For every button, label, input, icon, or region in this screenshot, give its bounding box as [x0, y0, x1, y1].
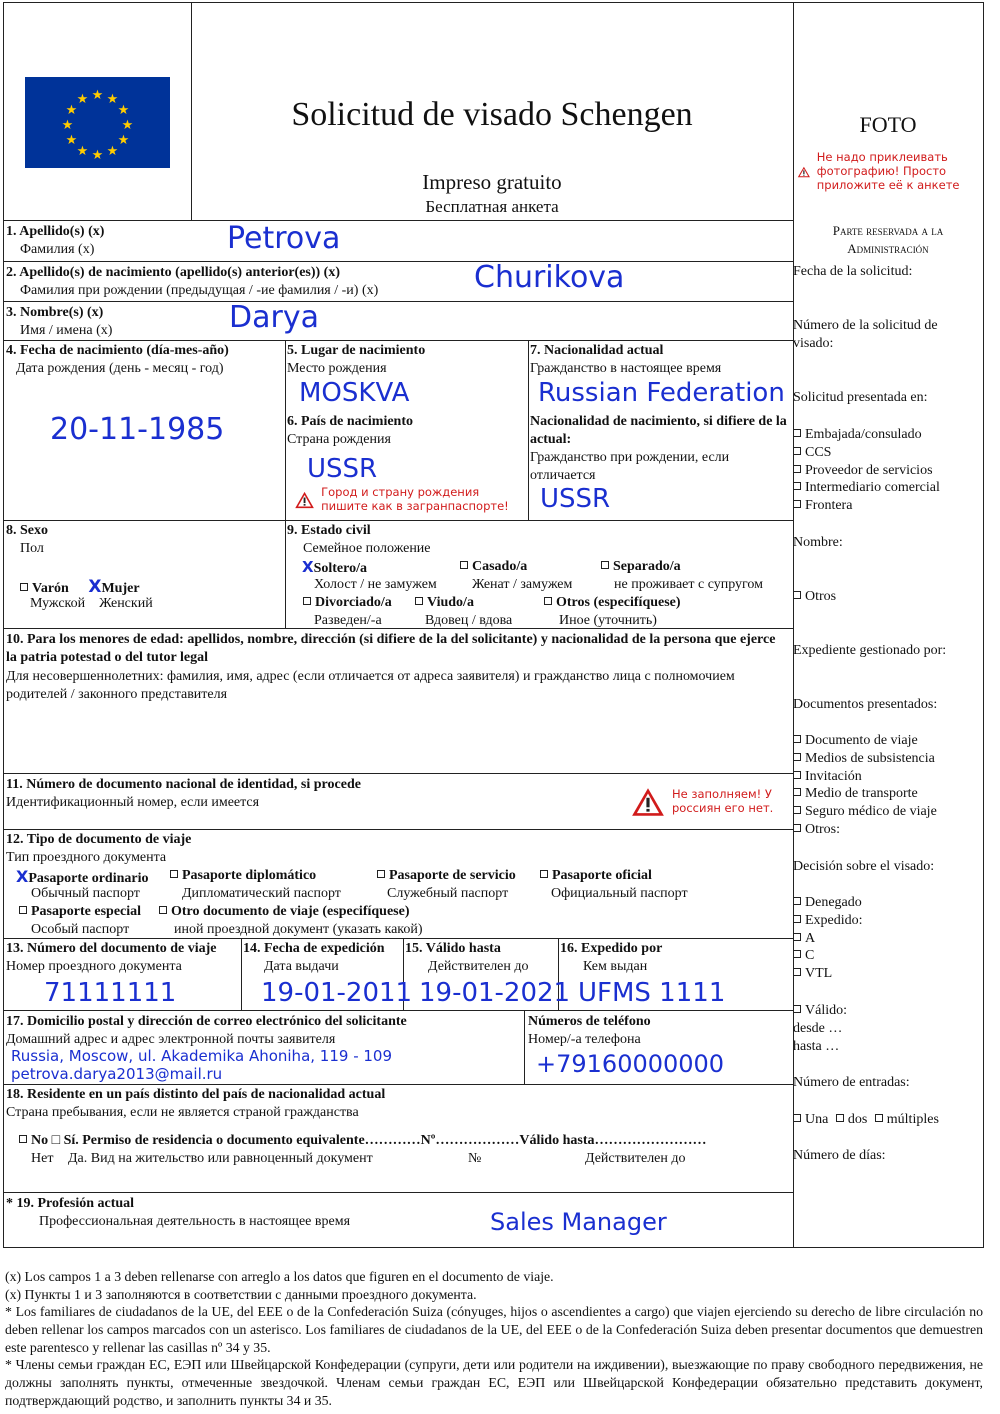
row-line [3, 220, 794, 221]
left-border [3, 2, 4, 1248]
admin-valido: Válido: desde … hasta … [793, 1003, 847, 1054]
checkbox[interactable] [793, 735, 801, 743]
checkbox[interactable] [793, 1005, 801, 1013]
admin-numero: Número de la solicitud de visado: [793, 318, 938, 351]
email-value[interactable]: petrova.darya2013@mail.ru [11, 1065, 223, 1083]
svg-text:★: ★ [65, 103, 78, 118]
col-line [524, 1010, 525, 1084]
footer-line-1: (x) Los campos 1 a 3 deben rellenarse con arreglo a los datos que figuren en el documento de viaje. [5, 1269, 554, 1284]
passport-special-ru: Особый паспорт [31, 922, 130, 937]
field-15-sub: Действителен до [428, 959, 529, 974]
field-19-sub: Профессиональная деятельность в настоящее время [39, 1214, 351, 1229]
field-7b-sub: Гражданство при рождении, если отличается [530, 450, 730, 483]
footer-line-4: * Члены семьи граждан ЕС, ЕЭП или Швейцарской Конфедерации (супруги, дети или родители на иждивении), выезжающие по праву свободного передвижения, не должны заполнять пункты, отмеченные звездочкой. Членам семьи граждан ЕС, ЕЭП или Швейцарской Конфедерации обязательно представить документ, подтверждающий родство, и заполнить пункты 34 и 35. [5, 1357, 983, 1408]
checkbox[interactable] [793, 753, 801, 761]
admin-decision: Decisión sobre el visado: [793, 859, 935, 874]
civil-single-checked-mark[interactable]: X [302, 558, 314, 576]
checkbox[interactable] [415, 597, 423, 605]
field-13-label: 13. Número del documento de viaje [6, 941, 217, 956]
field-2-label: 2. Apellido(s) de nacimiento (apellido(s) anterior(es)) (x) [6, 265, 341, 280]
field-1-label: 1. Apellido(s) (x) [6, 224, 105, 239]
surname-value[interactable]: Petrova [227, 221, 341, 256]
field-6-label: 6. País de nacimiento [287, 414, 413, 429]
checkbox[interactable] [793, 933, 801, 941]
phone-value[interactable]: +79160000000 [536, 1050, 725, 1078]
passport-other-ru: иной проездной документ (указать какой) [174, 922, 423, 937]
field-10-label: 10. Para los menores de edad: apellidos, nombre, dirección (si difiere de la del solicitante) y nacionalidad de la persona que ejerce la patria potestad o del tutor legal [6, 632, 776, 665]
field-5-label: 5. Lugar de nacimiento [287, 343, 426, 358]
checkbox[interactable] [793, 824, 801, 832]
field-6-sub: Страна рождения [287, 432, 391, 447]
passport-diplomatic-ru: Дипломатический паспорт [182, 886, 341, 901]
valid-until-value[interactable]: 19-01-2021 [419, 978, 571, 1008]
checkbox[interactable] [793, 465, 801, 473]
svg-text:★: ★ [76, 92, 89, 107]
row-line [3, 340, 794, 341]
row-line [3, 520, 794, 521]
svg-text:★: ★ [106, 92, 119, 107]
passport-other: Otro documento de viaje (especifíquese) [159, 903, 409, 921]
svg-text:★: ★ [121, 118, 134, 133]
row-line [3, 829, 794, 830]
checkbox[interactable] [793, 500, 801, 508]
row-line [3, 628, 794, 629]
svg-text:★: ★ [91, 148, 104, 163]
passport-service-ru: Служебный паспорт [387, 886, 509, 901]
field-7b-label: Nacionalidad de nacimiento, si difiere de la actual: [530, 414, 787, 447]
checkbox[interactable] [793, 1114, 801, 1122]
warning-icon [294, 484, 315, 516]
admin-entradas-options: Una dos múltiples [793, 1111, 983, 1129]
checkbox[interactable] [875, 1114, 883, 1122]
civil-married-ru: Женат / замужем [472, 577, 573, 592]
passport-ordinary-ru: Обычный паспорт [31, 886, 140, 901]
passport-ordinary: XPasaporte ordinario [16, 867, 149, 886]
birth-surname-value[interactable]: Churikova [474, 260, 625, 295]
passport-ordinary-checked-mark[interactable]: X [16, 867, 29, 886]
subtitle-ru: Бесплатная анкета [425, 197, 559, 216]
phone-label: Números de teléfono [528, 1014, 651, 1029]
field-17-label: 17. Domicilio postal y dirección de correo electrónico del solicitante [6, 1014, 407, 1029]
col-line [285, 340, 286, 628]
row-line [3, 301, 794, 302]
field-8-label: 8. Sexo [6, 523, 48, 538]
field-14-sub: Дата выдачи [264, 959, 339, 974]
checkbox[interactable] [544, 597, 552, 605]
admin-entradas: Número de entradas: [793, 1075, 910, 1090]
field-17-sub: Домашний адрес и адрес электронной почты заявителя [6, 1032, 336, 1047]
passport-official: Pasaporte oficial [540, 867, 652, 885]
admin-expediente: Expediente gestionado por: [793, 643, 947, 658]
sex-options: Varón XMujer [20, 577, 140, 599]
foto-warning: Не надо приклеивать фотографию! Просто приложите её к анкете [797, 151, 983, 192]
civil-other: Otros (especifíquese) [544, 594, 681, 612]
admin-otros: Otros [793, 588, 983, 606]
field-5-sub: Место рождения [287, 361, 387, 376]
nationality-value[interactable]: Russian Federation [538, 378, 785, 408]
eu-flag-icon [25, 77, 170, 168]
first-name-value[interactable]: Darya [229, 300, 319, 335]
field-13-sub: Номер проездного документа [6, 959, 182, 974]
residence-valid-ru: Действителен до [585, 1151, 686, 1166]
checkbox[interactable] [793, 915, 801, 923]
field-18-sub: Страна пребывания, если не является страной гражданства [6, 1105, 359, 1120]
admin-nombre: Nombre: [793, 535, 843, 550]
birth-place-value[interactable]: MOSKVA [299, 378, 410, 408]
admin-documentos-options: Documento de viaje Medios de subsistencia Invitación Medio de transporte Seguro médico de viaje Otros: [793, 732, 983, 839]
field-19-label: * 19. Profesión actual [6, 1196, 135, 1211]
checkbox[interactable] [793, 968, 801, 976]
passport-service: Pasaporte de servicio [377, 867, 516, 885]
profession-value[interactable]: Sales Manager [490, 1208, 667, 1236]
svg-text:★: ★ [91, 88, 104, 103]
checkbox[interactable] [793, 950, 801, 958]
svg-text:★: ★ [65, 133, 78, 148]
footer-line-2: (x) Пункты 1 и 3 заполняются в соответствии с данными проездного документа. [5, 1286, 477, 1302]
field-14-label: 14. Fecha de expedición [243, 941, 385, 956]
checkbox[interactable] [19, 906, 27, 914]
civil-options-row1: XSoltero/a [302, 558, 367, 576]
svg-text:★: ★ [106, 144, 119, 159]
field-4-label: 4. Fecha de nacimiento (día-mes-año) [6, 343, 229, 358]
sex-female-checked-mark[interactable]: X [88, 577, 102, 597]
civil-widowed-ru: Вдовец / вдова [425, 613, 513, 628]
row-line [3, 261, 794, 262]
checkbox[interactable] [159, 906, 167, 914]
row-line [3, 773, 794, 774]
admin-presentada: Solicitud presentada en: [793, 390, 928, 405]
sex-male-checkbox[interactable] [20, 583, 28, 591]
foto-label: FOTO [859, 112, 917, 137]
row-line [3, 1010, 794, 1011]
checkbox[interactable] [460, 561, 468, 569]
checkbox[interactable] [793, 806, 801, 814]
sex-options-ru: Мужской Женский [30, 596, 153, 611]
field-7-label: 7. Nacionalidad actual [530, 343, 664, 358]
id-warning: Не заполняем! У россиян его нет. [630, 786, 790, 818]
checkbox[interactable] [793, 897, 801, 905]
civil-widowed: Viudo/a [415, 594, 474, 612]
bottom-border [3, 1247, 983, 1248]
field-8-sub: Пол [20, 541, 44, 556]
right-border [983, 2, 984, 1248]
residence-options: No □ Sí. Permiso de residencia o documento equivalente…………Nº………………Válido hasta…………………… [19, 1132, 791, 1150]
field-12-sub: Тип проездного документа [6, 850, 167, 865]
field-1-sub: Фамилия (x) [20, 242, 95, 257]
passport-number-value[interactable]: 71111111 [44, 978, 177, 1008]
top-border [3, 2, 983, 3]
row-line [3, 1084, 794, 1085]
field-3-sub: Имя / имена (x) [20, 323, 113, 338]
civil-married: Casado/a [460, 558, 527, 576]
admin-documentos: Documentos presentados: [793, 697, 938, 712]
svg-text:★: ★ [61, 118, 74, 133]
checkbox[interactable] [793, 788, 801, 796]
field-2-sub: Фамилия при рождении (предыдущая / -ие фамилия / -и) (x) [20, 283, 379, 298]
field-16-sub: Кем выдан [583, 959, 648, 974]
checkbox[interactable] [601, 561, 609, 569]
admin-dias: Número de días: [793, 1148, 886, 1163]
col-line [528, 340, 529, 520]
admin-fecha: Fecha de la solicitud: [793, 264, 913, 279]
address-value[interactable]: Russia, Moscow, ul. Akademika Ahoniha, 119 - 109 [11, 1047, 393, 1065]
row-line [3, 1192, 794, 1193]
svg-text:★: ★ [117, 103, 130, 118]
checkbox[interactable] [793, 591, 801, 599]
phone-sub: Номер/-а телефона [528, 1032, 641, 1047]
footer-notes [5, 1268, 983, 1409]
passport-official-ru: Официальный паспорт [551, 886, 688, 901]
field-16-label: 16. Expedido por [560, 941, 663, 956]
civil-divorced: Divorciado/a [303, 594, 392, 612]
birthplace-warning: Город и страну рождения пишите как в загранпаспорте! [294, 484, 526, 516]
field-11-label: 11. Número de documento nacional de identidad, si procede [6, 777, 361, 792]
flag-divider [191, 2, 192, 220]
issue-date-value[interactable]: 19-01-2011 [261, 978, 413, 1008]
field-15-label: 15. Válido hasta [405, 941, 501, 956]
civil-single-ru: Холост / не замужем [314, 577, 437, 592]
page-title: Solicitud de visado Schengen [291, 96, 693, 133]
checkbox[interactable] [793, 482, 801, 490]
issued-by-value[interactable]: UFMS 1111 [578, 978, 726, 1008]
subtitle-es: Impreso gratuito [422, 170, 562, 194]
checkbox[interactable] [540, 870, 548, 878]
birth-date-value[interactable]: 20-11-1985 [50, 412, 225, 447]
checkbox[interactable] [303, 597, 311, 605]
residence-number-ru: № [468, 1151, 482, 1166]
svg-text:★: ★ [76, 144, 89, 159]
warning-icon [630, 786, 666, 818]
checkbox[interactable] [793, 771, 801, 779]
birth-country-value[interactable]: USSR [307, 454, 378, 484]
civil-separated: Separado/a [601, 558, 681, 576]
checkbox[interactable] [793, 429, 801, 437]
checkbox[interactable] [170, 870, 178, 878]
residence-no-ru: Нет [31, 1151, 54, 1166]
birth-nationality-value[interactable]: USSR [540, 484, 611, 514]
field-9-sub: Семейное положение [303, 541, 431, 556]
admin-heading: Parte reservada a la Administración [832, 223, 944, 256]
admin-presentada-options: Embajada/consulado CCS Proveedor de servicios Intermediario comercial Frontera [793, 426, 983, 515]
field-10-sub: Для несовершеннолетних: фамилия, имя, адрес (если отличается от адреса заявителя) и гражданство лица с полномочием родителей / законного представителя [6, 669, 735, 702]
checkbox[interactable] [836, 1114, 844, 1122]
field-3-label: 3. Nombre(s) (x) [6, 305, 104, 320]
footer-line-3: * Los familiares de ciudadanos de la UE, del EEE o de la Confederación Suiza (cónyuges, hijos o ascendientes a cargo) que viajen ejerciendo su derecho de libre circulación no deben rellenar los campos marcados con un asterisco. Los familiares de ciudadanos de la UE, del EEE o de la Confederación Suiza deben presentar documentos que demuestren este parentesco y rellenar las casillas nº 34 y 35. [5, 1304, 983, 1355]
civil-divorced-ru: Разведен/-а [314, 613, 382, 628]
passport-special: Pasaporte especial [19, 903, 141, 921]
checkbox[interactable] [377, 870, 385, 878]
field-4-sub: Дата рождения (день - месяц - год) [16, 361, 224, 376]
field-11-sub: Идентификационный номер, если имеется [6, 795, 260, 810]
field-12-label: 12. Tipo de documento de viaje [6, 832, 192, 847]
field-9-label: 9. Estado civil [287, 523, 371, 538]
svg-text:★: ★ [117, 133, 130, 148]
admin-decision-options: Denegado Expedido: A C VTL [793, 894, 983, 983]
col-line [241, 938, 242, 1010]
residence-no-checkbox[interactable] [19, 1135, 27, 1143]
field-7-sub: Гражданство в настоящее время [530, 361, 722, 376]
checkbox[interactable] [793, 447, 801, 455]
residence-yes-ru: Да. Вид на жительство или равноценный документ [68, 1151, 373, 1166]
civil-separated-ru: не проживает с супругом [614, 577, 764, 592]
passport-diplomatic: Pasaporte diplomático [170, 867, 316, 885]
admin-divider [793, 2, 794, 1248]
warning-icon [797, 157, 811, 187]
civil-other-ru: Иное (уточнить) [559, 613, 657, 628]
field-18-label: 18. Residente en un país distinto del país de nacionalidad actual [6, 1087, 386, 1102]
